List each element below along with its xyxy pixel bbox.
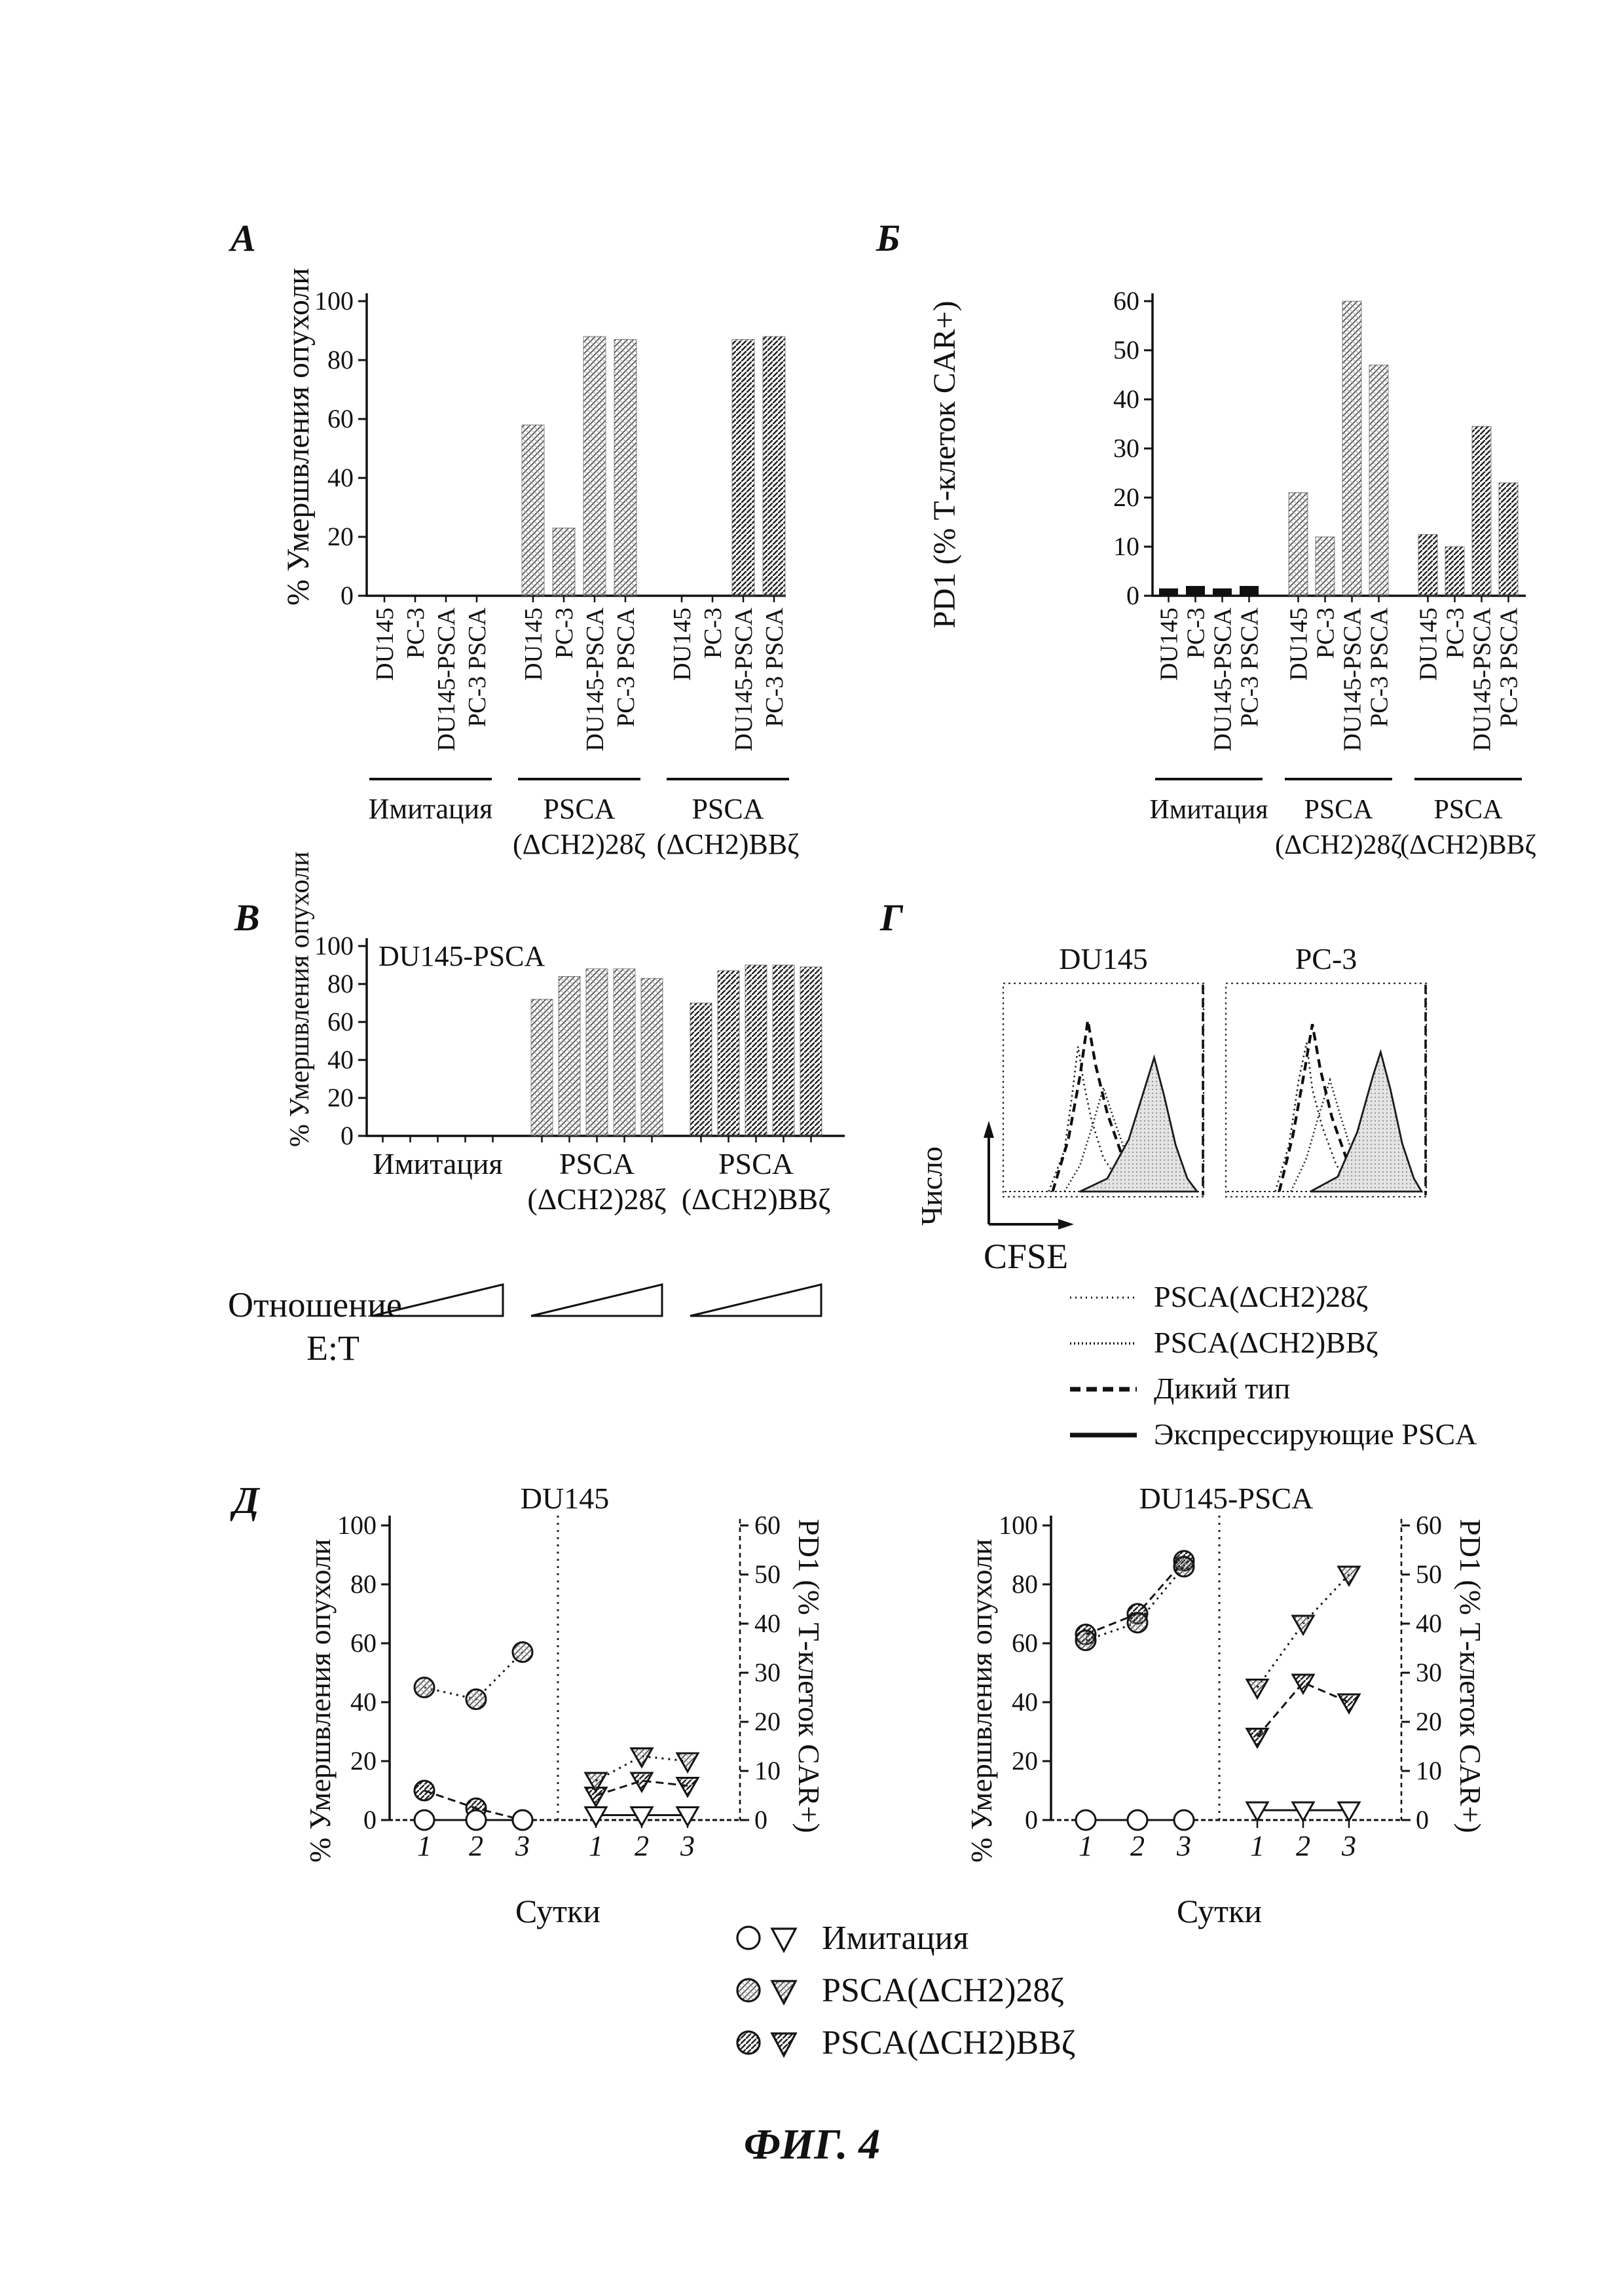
flow-count-axis-label: Число bbox=[915, 1146, 948, 1226]
panel-d-chart-du145 bbox=[288, 1486, 851, 1895]
panel-v-letter: В bbox=[234, 896, 260, 939]
flow-legend-item bbox=[1067, 1365, 1477, 1411]
scatter-legend-markers bbox=[730, 1971, 809, 2010]
y-tick-label: 60 bbox=[327, 404, 354, 433]
left-tick-label: 80 bbox=[1012, 1569, 1038, 1599]
scatter-legend-item bbox=[730, 2016, 1075, 2069]
group-label: Имитация bbox=[1149, 795, 1268, 825]
bar bbox=[745, 965, 767, 1136]
chart-title: DU145 bbox=[520, 1486, 610, 1515]
bar-label: DU145 bbox=[1414, 608, 1443, 681]
bar-label: DU145 bbox=[1155, 608, 1183, 681]
marker-triangle bbox=[631, 1808, 652, 1826]
marker-triangle bbox=[1293, 1802, 1314, 1821]
flow-legend-item bbox=[1067, 1273, 1477, 1319]
marker-circle bbox=[415, 1810, 434, 1830]
panel-b-ylabel: PD1 (% Т-клеток CAR+) bbox=[927, 301, 962, 629]
x-tick-label: 2 bbox=[469, 1830, 483, 1862]
scatter-legend bbox=[730, 1912, 1075, 2069]
flow-legend-label: Экспрессирующие PSCA bbox=[1154, 1417, 1477, 1451]
chart-title: DU145-PSCA bbox=[378, 940, 545, 972]
right-tick-label: 50 bbox=[754, 1559, 781, 1589]
marker-circle bbox=[415, 1678, 434, 1698]
flow-curve bbox=[1276, 1043, 1352, 1192]
flow-cfse-axis-label: CFSE bbox=[984, 1237, 1069, 1276]
group-label: PSCA bbox=[692, 793, 764, 825]
scatter-legend-markers bbox=[730, 2023, 809, 2062]
group-label: (ΔCH2)BBζ bbox=[681, 1182, 831, 1216]
scatter-legend-label: PSCA(ΔCH2)28ζ bbox=[822, 1971, 1064, 2009]
marker-triangle bbox=[1247, 1729, 1268, 1747]
left-tick-label: 60 bbox=[350, 1628, 377, 1658]
y-tick-label: 60 bbox=[1113, 286, 1139, 316]
marker-triangle bbox=[1293, 1675, 1314, 1693]
x-tick-label: 2 bbox=[1296, 1830, 1310, 1862]
x-tick-label: 1 bbox=[417, 1830, 432, 1862]
scatter-legend-label: Имитация bbox=[822, 1919, 969, 1957]
y-tick-label: 0 bbox=[341, 581, 354, 610]
flow-legend-swatch bbox=[1067, 1375, 1141, 1401]
x-tick-label: 3 bbox=[515, 1830, 530, 1862]
marker-circle bbox=[1128, 1613, 1147, 1633]
marker-triangle bbox=[1293, 1616, 1314, 1634]
bar-label: DU145-PSCA bbox=[1338, 608, 1367, 752]
right-tick-label: 20 bbox=[754, 1707, 781, 1736]
scatter-legend-markers bbox=[730, 1918, 809, 1958]
y-tick-label: 20 bbox=[327, 1083, 354, 1112]
left-tick-label: 20 bbox=[350, 1746, 377, 1776]
flow-legend-swatch bbox=[1067, 1283, 1141, 1309]
marker-triangle bbox=[1247, 1802, 1268, 1821]
marker-triangle bbox=[585, 1808, 606, 1826]
right-tick-label: 30 bbox=[1416, 1658, 1442, 1687]
x-tick-label: 3 bbox=[680, 1830, 695, 1862]
bar-label: DU145-PSCA bbox=[581, 608, 609, 752]
right-tick-label: 60 bbox=[754, 1510, 781, 1540]
bar bbox=[553, 528, 575, 596]
group-label: PSCA bbox=[1304, 795, 1373, 825]
x-tick-label: 1 bbox=[1079, 1830, 1093, 1862]
right-tick-label: 50 bbox=[1416, 1559, 1442, 1589]
left-tick-label: 0 bbox=[363, 1805, 377, 1834]
panel-d1-ylabel-left: % Умершвления опухоли bbox=[303, 1539, 337, 1863]
scatter-legend-label: PSCA(ΔCH2)BBζ bbox=[822, 2024, 1076, 2062]
marker-triangle bbox=[772, 2033, 796, 2056]
right-tick-label: 60 bbox=[1416, 1510, 1442, 1540]
bar bbox=[586, 969, 608, 1136]
group-label: (ΔCH2)BBζ bbox=[656, 828, 800, 860]
bar-label: PC-3 bbox=[551, 608, 578, 659]
bar bbox=[1342, 301, 1361, 596]
marker-circle bbox=[1128, 1810, 1147, 1830]
bar-label: PC-3 bbox=[402, 608, 430, 659]
bar-label: PC-3 bbox=[699, 608, 727, 659]
x-tick-label: 3 bbox=[1342, 1830, 1356, 1862]
marker-triangle bbox=[1338, 1802, 1359, 1821]
y-tick-label: 20 bbox=[1113, 483, 1139, 512]
panel-a-ylabel: % Умершвления опухоли bbox=[281, 268, 316, 606]
bar-label: DU145-PSCA bbox=[1468, 608, 1496, 752]
y-tick-label: 40 bbox=[327, 463, 354, 492]
right-tick-label: 40 bbox=[754, 1609, 781, 1638]
et-ratio-ramp bbox=[690, 1285, 821, 1316]
marker-circle bbox=[415, 1781, 434, 1800]
right-tick-label: 10 bbox=[754, 1756, 781, 1785]
panel-b-letter: Б bbox=[876, 217, 900, 259]
group-label: PSCA bbox=[559, 1147, 635, 1180]
chart-title: DU145-PSCA bbox=[1139, 1486, 1314, 1515]
panel-a-bar-chart bbox=[275, 262, 825, 877]
y-tick-label: 10 bbox=[1113, 532, 1139, 561]
marker-circle bbox=[1174, 1557, 1194, 1576]
flow-curve bbox=[1310, 1052, 1422, 1192]
bar bbox=[763, 337, 785, 596]
group-label: PSCA bbox=[543, 793, 616, 825]
x-tick-label: 2 bbox=[635, 1830, 649, 1862]
bar bbox=[1289, 493, 1308, 596]
panel-b-chart bbox=[1061, 262, 1598, 881]
y-tick-label: 60 bbox=[327, 1007, 354, 1036]
bar bbox=[732, 340, 754, 596]
panel-v-chart bbox=[275, 917, 864, 1260]
marker-triangle bbox=[772, 1981, 796, 2003]
bar-label: DU145 bbox=[371, 608, 399, 681]
bar-label: DU145-PSCA bbox=[433, 608, 460, 752]
et-ratio-ramp bbox=[531, 1285, 662, 1316]
y-tick-label: 50 bbox=[1113, 335, 1139, 365]
right-tick-label: 40 bbox=[1416, 1609, 1442, 1638]
marker-circle bbox=[737, 1927, 760, 1949]
scatter-legend-item bbox=[730, 1912, 1075, 1964]
flow-title-du145: DU145 bbox=[1059, 942, 1148, 975]
bar-label: PC-3 PSCA bbox=[1236, 608, 1264, 727]
group-label: (ΔCH2)BBζ bbox=[1400, 830, 1536, 860]
bar bbox=[1499, 483, 1518, 596]
panel-d2-ylabel-left: % Умершвления опухоли bbox=[965, 1539, 998, 1863]
bar bbox=[583, 337, 606, 596]
marker-triangle bbox=[677, 1778, 698, 1796]
figure-caption: ФИГ. 4 bbox=[743, 2121, 881, 2168]
bar-label: DU145 bbox=[669, 608, 696, 681]
bar bbox=[1159, 589, 1178, 596]
flow-legend bbox=[1067, 1273, 1477, 1457]
marker-triangle bbox=[772, 1929, 796, 1951]
right-tick-label: 0 bbox=[754, 1805, 767, 1834]
bar bbox=[1213, 589, 1232, 596]
bar bbox=[1240, 586, 1259, 596]
marker-triangle bbox=[1338, 1567, 1359, 1585]
bar bbox=[1369, 365, 1388, 596]
bar bbox=[1418, 534, 1437, 596]
scatter-du145 bbox=[288, 1486, 851, 1892]
panel-a-letter: А bbox=[231, 217, 256, 259]
y-tick-label: 0 bbox=[1126, 581, 1139, 610]
y-tick-label: 0 bbox=[341, 1121, 354, 1150]
bar-label: DU145-PSCA bbox=[730, 608, 758, 752]
flow-plot-pc3 bbox=[1225, 982, 1428, 1201]
x-tick-label: 2 bbox=[1130, 1830, 1145, 1862]
bar bbox=[1445, 547, 1464, 596]
marker-triangle bbox=[1338, 1694, 1359, 1713]
marker-circle bbox=[466, 1810, 486, 1830]
bar-label: PC-3 PSCA bbox=[612, 608, 640, 727]
marker-circle bbox=[1076, 1631, 1096, 1650]
panel-d-letter: Д bbox=[233, 1479, 259, 1522]
y-tick-label: 100 bbox=[314, 931, 354, 960]
group-label: (ΔCH2)28ζ bbox=[527, 1182, 667, 1216]
left-tick-label: 20 bbox=[1012, 1746, 1038, 1776]
bar bbox=[522, 425, 544, 596]
y-tick-label: 100 bbox=[314, 286, 354, 316]
bar bbox=[1472, 426, 1491, 596]
bar bbox=[1186, 586, 1205, 596]
panel-g-letter: Г bbox=[880, 896, 904, 939]
flow-legend-swatch bbox=[1067, 1421, 1141, 1447]
marker-triangle bbox=[677, 1753, 698, 1772]
group-label: PSCA bbox=[718, 1147, 794, 1180]
marker-triangle bbox=[677, 1808, 698, 1826]
y-tick-label: 40 bbox=[1113, 384, 1139, 414]
x-tick-label: 3 bbox=[1177, 1830, 1191, 1862]
marker-circle bbox=[1076, 1810, 1096, 1830]
bar-label: PC-3 PSCA bbox=[761, 608, 788, 727]
bar bbox=[614, 340, 637, 596]
flow-legend-swatch bbox=[1067, 1329, 1141, 1355]
days-label-left: Сутки bbox=[515, 1893, 600, 1929]
left-tick-label: 100 bbox=[337, 1510, 377, 1540]
flow-legend-item bbox=[1067, 1411, 1477, 1457]
marker-circle bbox=[513, 1643, 532, 1662]
x-tick-label: 1 bbox=[589, 1830, 603, 1862]
bar-label: PC-3 bbox=[1312, 608, 1340, 659]
group-label: Имитация bbox=[373, 1147, 503, 1180]
group-label: (ΔCH2)28ζ bbox=[1275, 830, 1402, 860]
flow-legend-item bbox=[1067, 1319, 1477, 1365]
y-tick-label: 30 bbox=[1113, 433, 1139, 463]
marker-triangle bbox=[1247, 1680, 1268, 1698]
bar bbox=[690, 1003, 712, 1136]
marker-circle bbox=[466, 1690, 486, 1709]
bar bbox=[641, 978, 663, 1136]
y-tick-label: 80 bbox=[327, 969, 354, 998]
panel-v-bar-chart bbox=[275, 917, 864, 1257]
left-tick-label: 80 bbox=[350, 1569, 377, 1599]
panel-v-ylabel: % Умершвления опухоли bbox=[285, 851, 315, 1147]
bar bbox=[559, 976, 580, 1136]
y-tick-label: 80 bbox=[327, 345, 354, 374]
scatter-legend-item bbox=[730, 1964, 1075, 2016]
left-tick-label: 40 bbox=[1012, 1687, 1038, 1717]
right-tick-label: 10 bbox=[1416, 1756, 1442, 1785]
left-tick-label: 0 bbox=[1025, 1805, 1038, 1834]
flow-legend-label: PSCA(ΔCH2)28ζ bbox=[1154, 1279, 1369, 1313]
bar-label: PC-3 PSCA bbox=[1365, 608, 1393, 727]
flow-legend-label: PSCA(ΔCH2)BBζ bbox=[1154, 1325, 1378, 1359]
scatter-du145-psca bbox=[950, 1486, 1513, 1892]
marker-circle bbox=[737, 2032, 760, 2054]
bar-label: DU145 bbox=[1285, 608, 1313, 681]
panel-d2-ylabel-right: PD1 (% Т-клеток CAR+) bbox=[1454, 1519, 1487, 1833]
panel-a-chart bbox=[275, 262, 825, 881]
marker-circle bbox=[737, 1979, 760, 2001]
et-ratio-label: E:T bbox=[306, 1328, 360, 1368]
days-label-right: Сутки bbox=[1176, 1893, 1262, 1929]
left-tick-label: 40 bbox=[350, 1687, 377, 1717]
flow-legend-label: Дикий тип bbox=[1154, 1371, 1291, 1405]
left-tick-label: 100 bbox=[999, 1510, 1038, 1540]
bar-label: DU145 bbox=[520, 608, 547, 681]
bar-label: DU145-PSCA bbox=[1209, 608, 1237, 752]
group-label: PSCA bbox=[1433, 795, 1503, 825]
left-tick-label: 60 bbox=[1012, 1628, 1038, 1658]
bar-label: PC-3 PSCA bbox=[1495, 608, 1523, 727]
x-tick-label: 1 bbox=[1250, 1830, 1264, 1862]
y-tick-label: 20 bbox=[327, 522, 354, 551]
right-tick-label: 30 bbox=[754, 1658, 781, 1687]
flow-title-pc3: PC-3 bbox=[1295, 942, 1357, 975]
marker-circle bbox=[513, 1810, 532, 1830]
bar-label: PC-3 PSCA bbox=[464, 608, 491, 727]
bar-label: PC-3 bbox=[1441, 608, 1469, 659]
bar bbox=[718, 971, 739, 1136]
bar-label: PC-3 bbox=[1182, 608, 1210, 659]
et-ratio-word: Отношение bbox=[228, 1285, 402, 1324]
group-label: Имитация bbox=[368, 793, 493, 825]
right-tick-label: 20 bbox=[1416, 1707, 1442, 1736]
right-tick-label: 0 bbox=[1416, 1805, 1429, 1834]
y-tick-label: 40 bbox=[327, 1045, 354, 1074]
bar bbox=[1316, 537, 1335, 596]
flow-histogram-pc3 bbox=[1225, 982, 1428, 1198]
group-label: (ΔCH2)28ζ bbox=[513, 828, 646, 860]
panel-d-chart-du145-psca bbox=[950, 1486, 1513, 1895]
bar bbox=[773, 965, 794, 1136]
panel-d1-ylabel-right: PD1 (% Т-клеток CAR+) bbox=[792, 1519, 826, 1833]
bar bbox=[800, 967, 822, 1136]
bar bbox=[614, 969, 635, 1136]
bar bbox=[531, 999, 553, 1136]
panel-b-bar-chart bbox=[1061, 262, 1598, 877]
marker-circle bbox=[1174, 1810, 1194, 1830]
